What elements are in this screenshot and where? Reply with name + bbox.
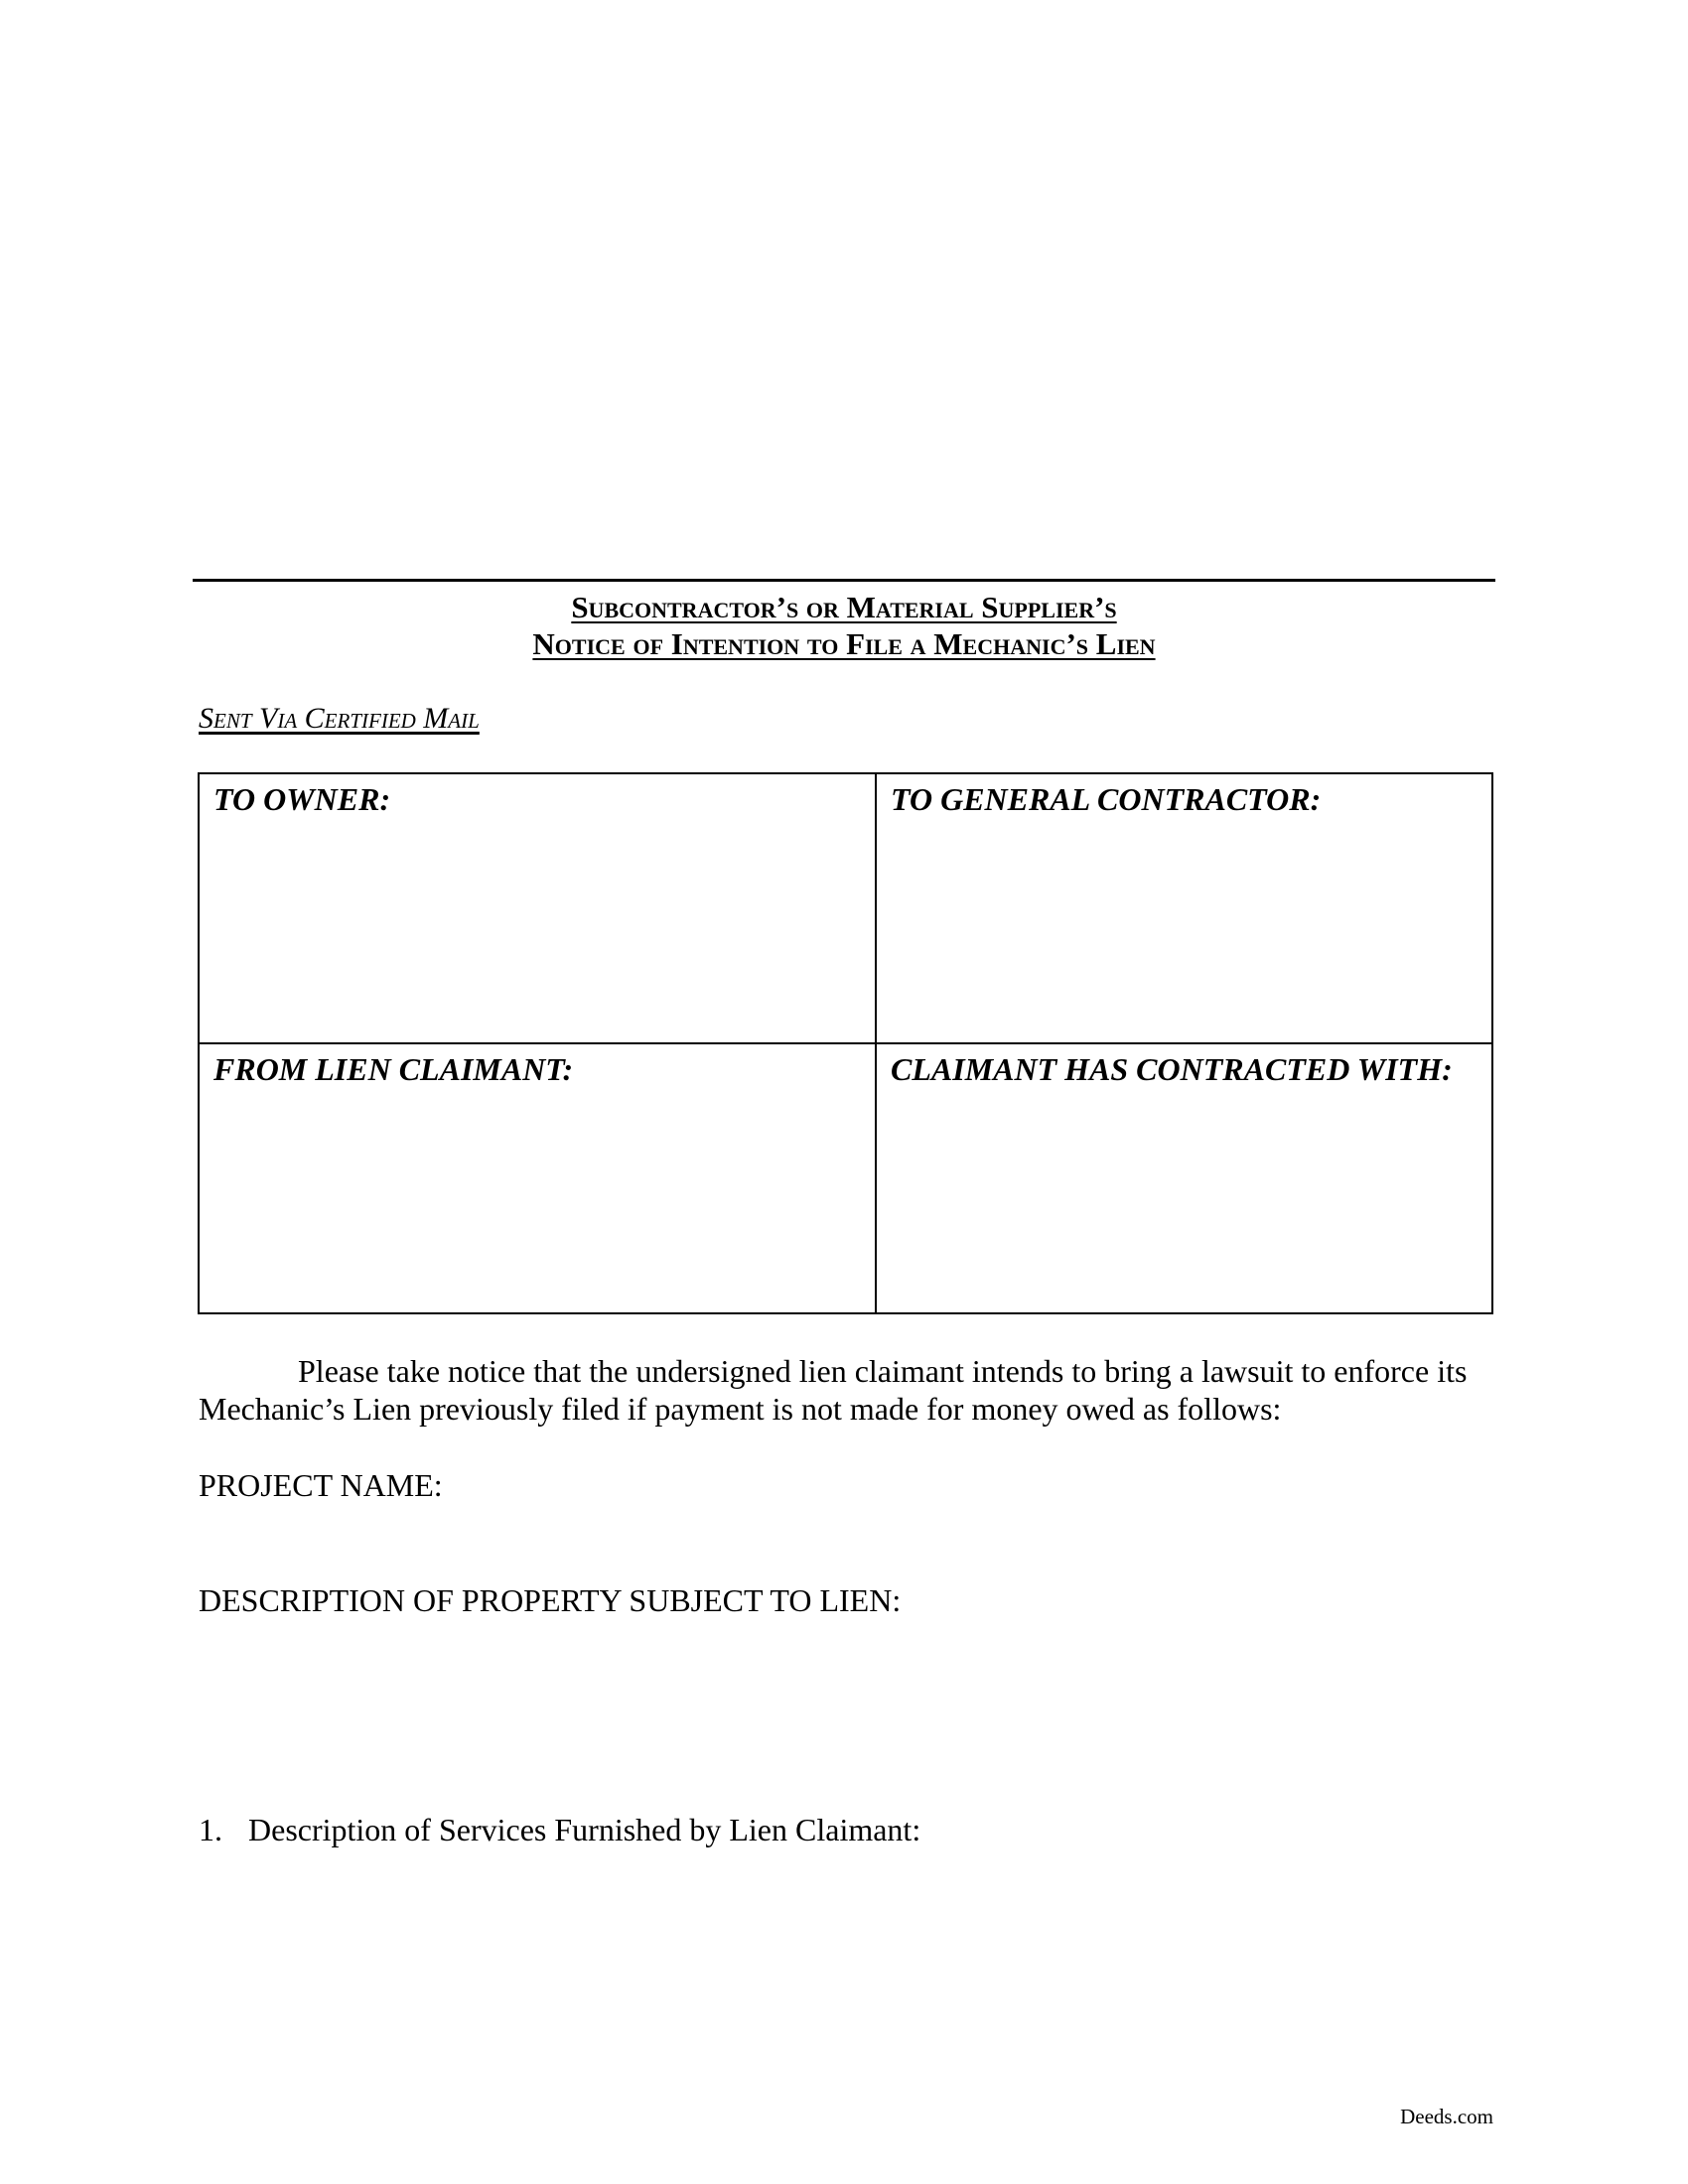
item-number: 1.: [199, 1812, 222, 1847]
header-rule: [193, 579, 1495, 582]
claimant-contracted-with-cell: [876, 1043, 1492, 1313]
to-general-contractor-cell: [876, 773, 1492, 1043]
to-owner-cell: [199, 773, 876, 1043]
claimant-contracted-with-label: CLAIMANT HAS CONTRACTED WITH:: [891, 1051, 1453, 1087]
parties-table: [198, 772, 1493, 1314]
footer-source: Deeds.com: [1400, 2105, 1493, 2128]
document-title-line-2: Notice of Intention to File a Mechanic’s Lien: [532, 626, 1156, 661]
to-general-contractor-label: TO GENERAL CONTRACTOR:: [891, 781, 1322, 817]
property-description-label: DESCRIPTION OF PROPERTY SUBJECT TO LIEN:: [199, 1582, 902, 1618]
to-owner-label: TO OWNER:: [213, 781, 391, 817]
numbered-item: [199, 1811, 920, 1848]
sent-via-notice: Sent Via Certified Mail: [199, 702, 480, 735]
notice-paragraph: Please take notice that the undersigned lien claimant intends to bring a lawsuit to enforce its Mechanic’s Lien previously filed if payment is not made for money owed as follows:: [199, 1353, 1468, 1427]
item-label: Description of Services Furnished by Lien Claimant:: [248, 1812, 921, 1847]
document-title-line-1: Subcontractor’s or Material Supplier’s: [571, 590, 1117, 624]
from-lien-claimant-label: FROM LIEN CLAIMANT:: [213, 1051, 574, 1087]
parties-row-1: [199, 773, 1492, 1043]
project-name-label: PROJECT NAME:: [199, 1467, 443, 1503]
parties-row-2: [199, 1043, 1492, 1313]
from-lien-claimant-cell: [199, 1043, 876, 1313]
